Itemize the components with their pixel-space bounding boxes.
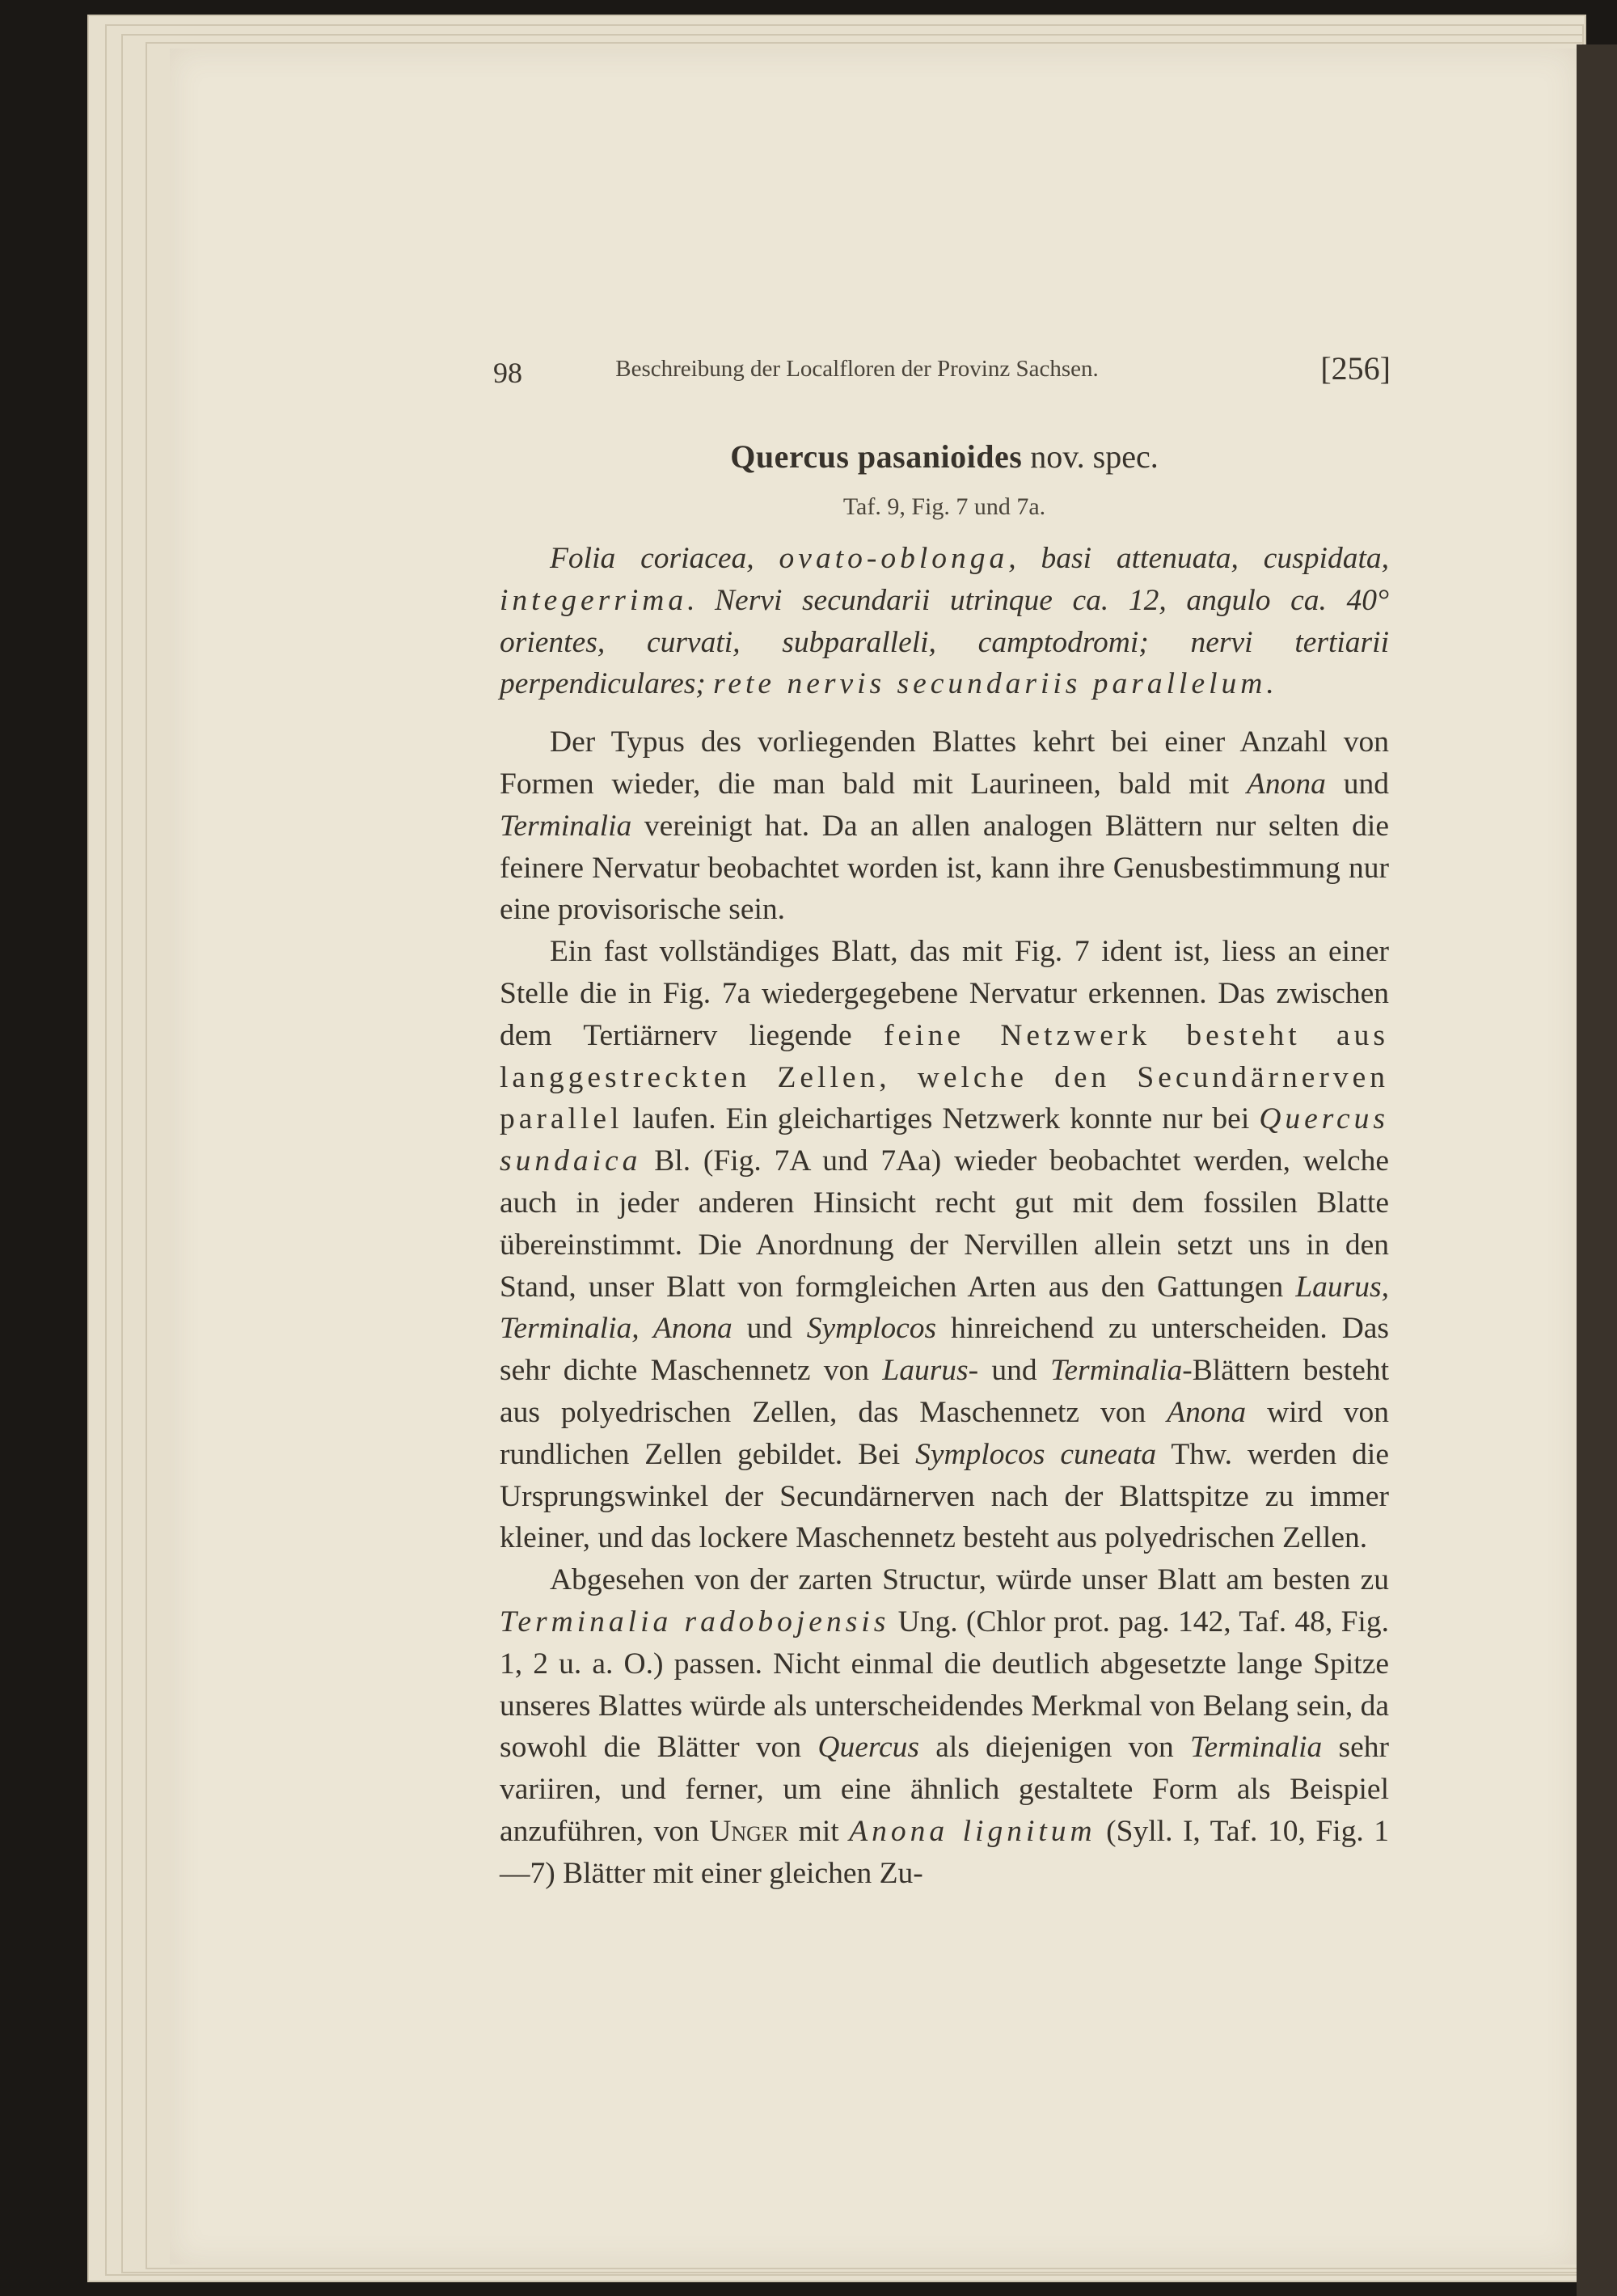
bracket-page-number: [256] — [1320, 350, 1391, 387]
page-header — [323, 349, 1391, 398]
paragraph-1: Der Typus des vorliegenden Blattes kehrt bei einer Anzahl von Formen wieder, die man bald mit Laurineen, bald mit Anona und Terminalia vereinigt hat. Da an allen analogen Blättern nur selten die feinere Nervatur beobachtet worden ist, kann ihre Genusbestimmung nur eine provisorische sein. — [500, 725, 1389, 927]
species-name: Quercus pasanioides — [730, 438, 1023, 475]
paragraph-2: Ein fast vollständiges Blatt, das mit Fig. 7 ident ist, liess an einer Stelle die in Fig. 7a wiedergegebene Nervatur erkennen. Das zwischen dem Tertiärnerv liegende feine Netzwerk besteht aus langgestreckten Zellen, welche den Secundärnerven parallel laufen. Ein gleichartiges Netzwerk konnte nur bei Quercus sundaica Bl. (Fig. 7A und 7Aa) wieder beobachtet werden, welche auch in jeder anderen Hinsicht recht gut mit dem fossilen Blatte übereinstimmt. Die Anordnung der Nervillen allein setzt uns in den Stand, unser Blatt von formgleichen Arten aus den Gattungen Laurus, Terminalia, Anona und Symplocos hinreichend zu unterscheiden. Das sehr dichte Maschennetz von Laurus- und Terminalia-Blättern besteht aus polyedrischen Zellen, das Maschennetz von Anona wird von rundlichen Zellen gebildet. Bei Symplocos cuneata Thw. werden die Ursprungswinkel der Secundärnerven nach der Blattspitze zu immer kleiner, und das lockere Maschennetz besteht aus polyedrischen Zellen. — [500, 935, 1390, 1555]
species-title — [500, 433, 1389, 481]
running-title: Beschreibung der Localfloren der Provinz Sachsen. — [615, 356, 1099, 382]
page-body — [500, 433, 1389, 1895]
page-number: 98 — [493, 357, 522, 389]
latin-diagnosis: Folia coriacea, ovato-oblonga, basi attenuata, cuspidata, integerrima. Nervi secundarii utrinque ca. 12, angulo ca. 40° orientes, curvati, subparalleli, camptodromi; nervi tertiarii perpendiculares; rete nervis secundariis parallelum. — [500, 542, 1389, 701]
plate-reference: Taf. 9, Fig. 7 und 7a. — [842, 493, 1046, 520]
book-spine-shadow — [1577, 44, 1617, 2296]
species-status: nov. spec. — [1030, 438, 1159, 475]
paragraph-3: Abgesehen von der zarten Structur, würde unser Blatt am besten zu Terminalia radobojensis Ung. (Chlor prot. pag. 142, Taf. 48, Fig. 1, 2 u. a. O.) passen. Nicht einmal die deutlich abgesetzte lange Spitze unseres Blattes würde als unterscheidendes Merkmal von Belang sein, da sowohl die Blätter von Quercus als diejenigen von Terminalia sehr variiren, und ferner, um eine ähnlich gestaltete Form als Beispiel anzuführen, von Unger mit Anona lignitum (Syll. I, Taf. 10, Fig. 1—7) Blätter mit einer gleichen Zu- — [500, 1563, 1389, 1890]
